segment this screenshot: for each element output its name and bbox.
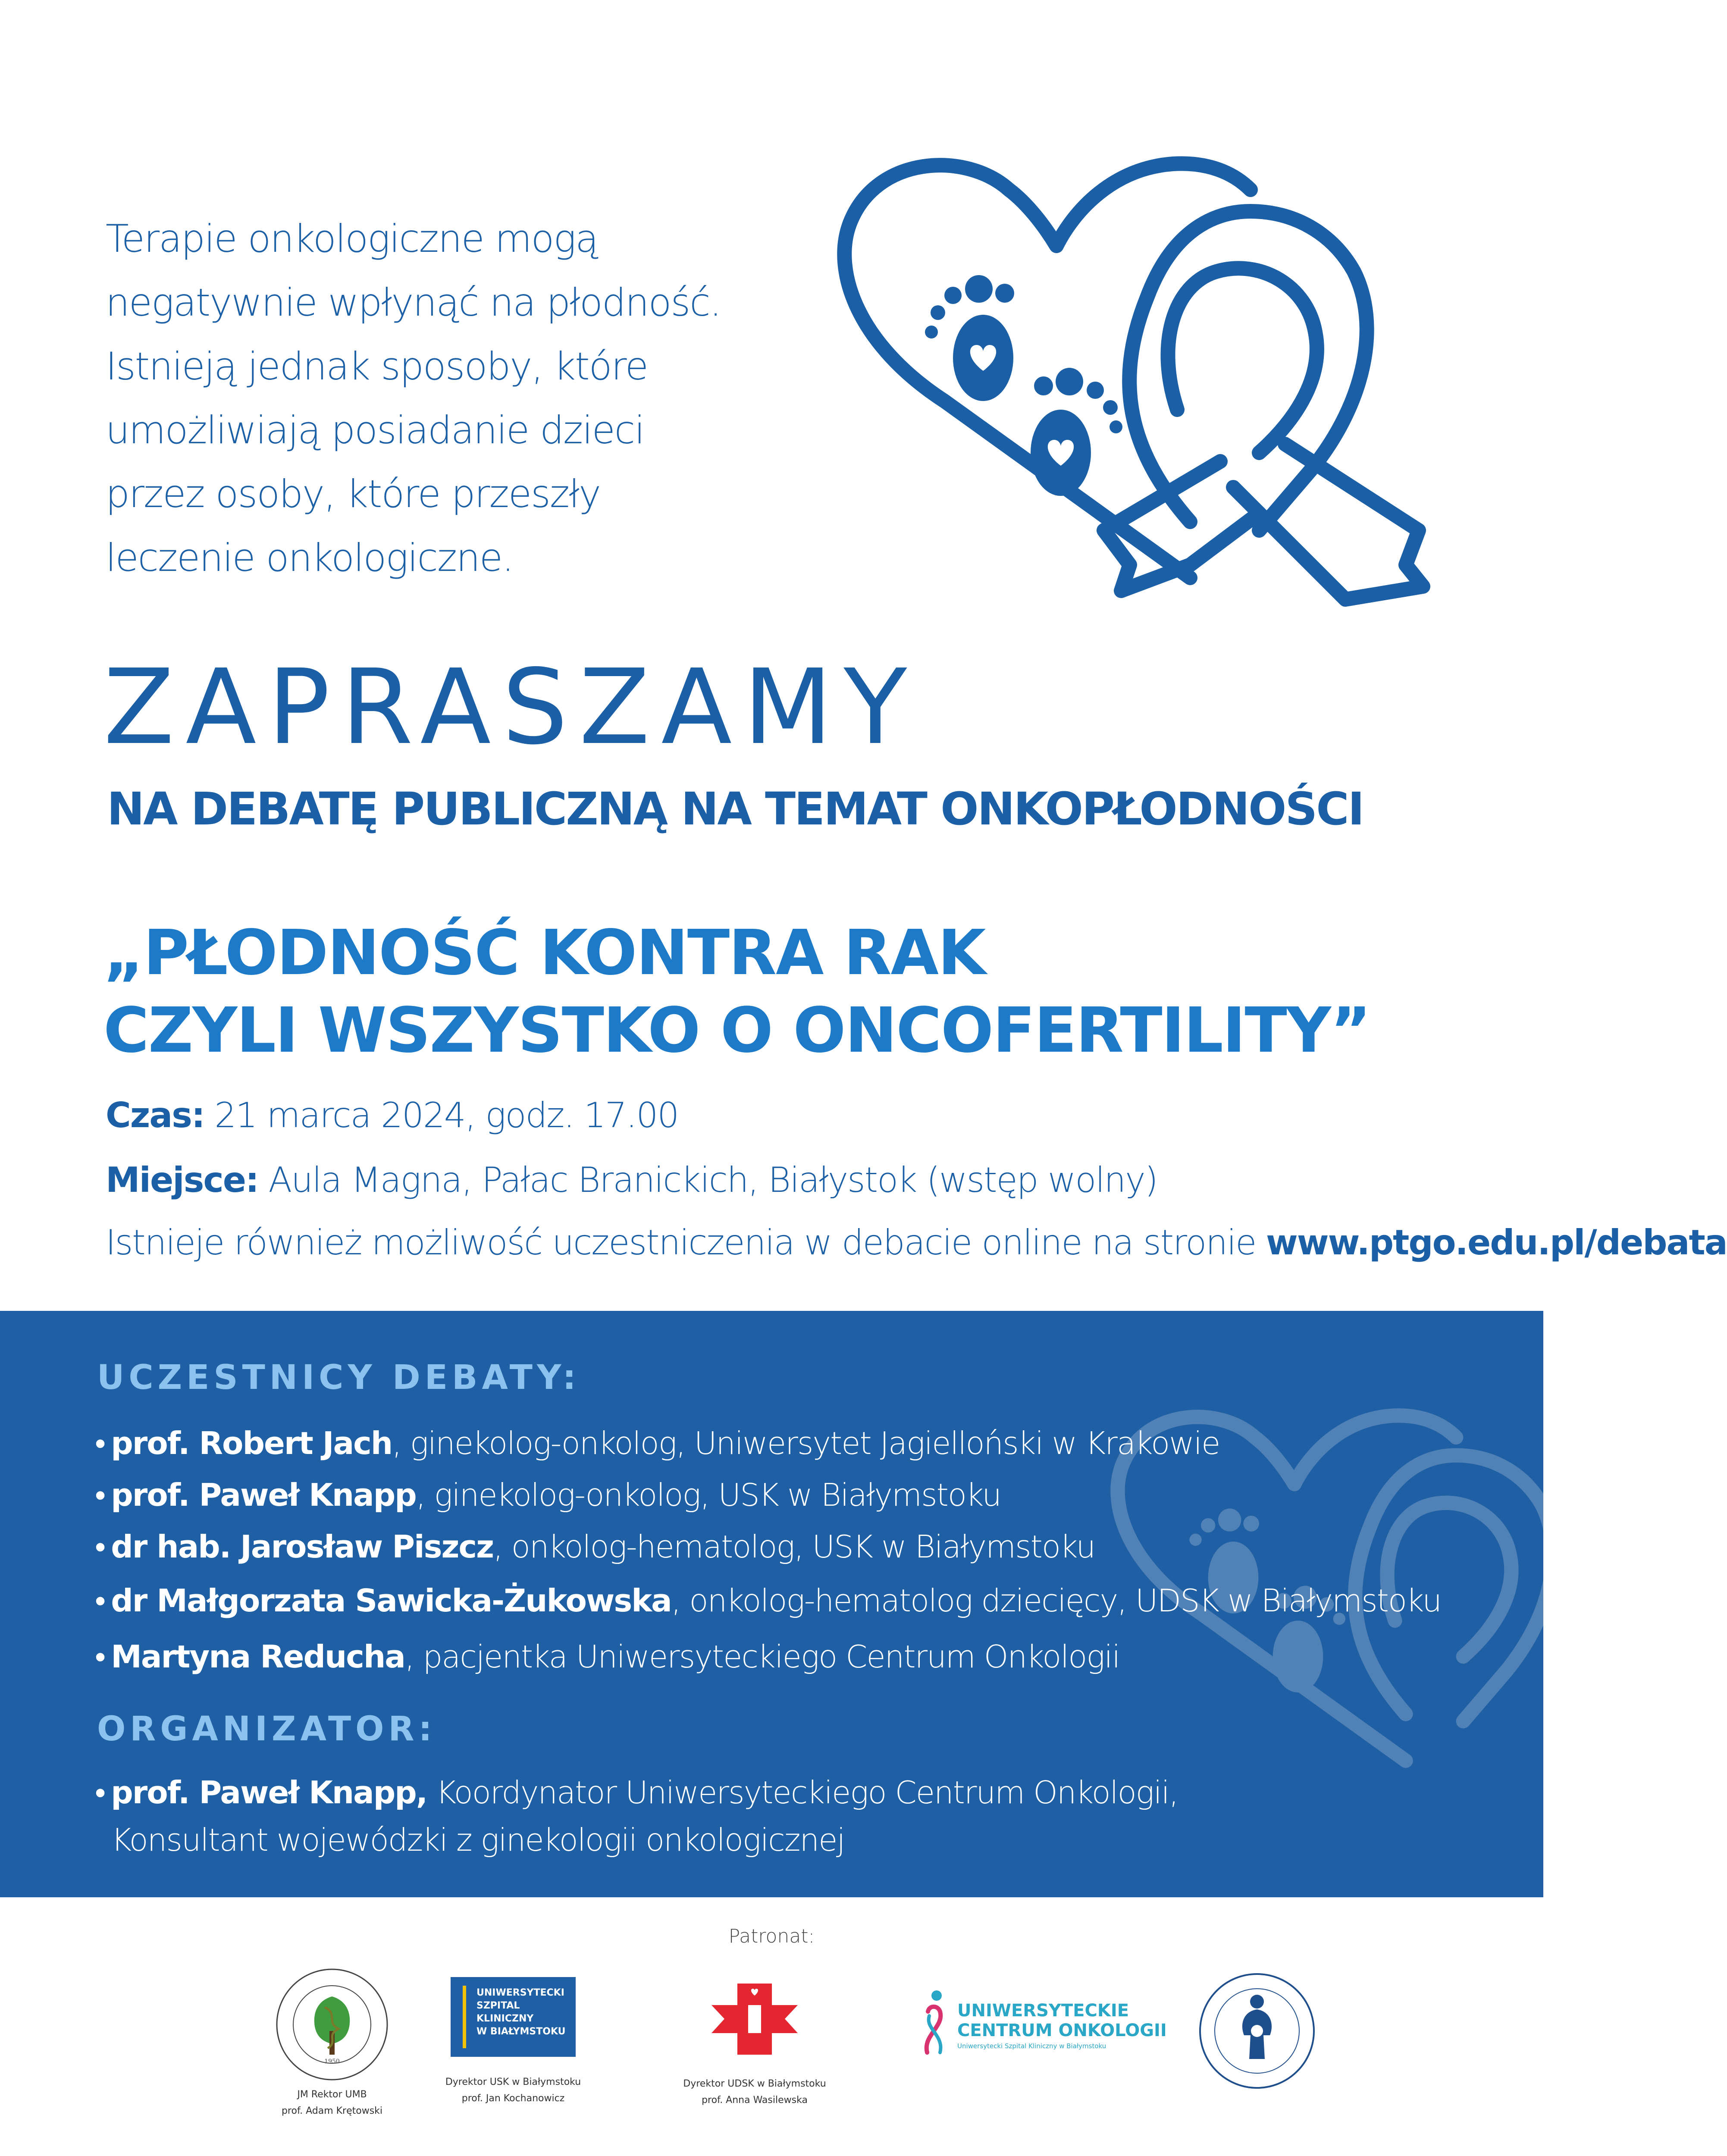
organizer-heading: ORGANIZATOR: xyxy=(97,1710,436,1749)
participant-desc: , onkolog-hematolog, USK w Białymstoku xyxy=(493,1529,1095,1565)
participant-item xyxy=(95,1529,1095,1565)
uco-logo xyxy=(918,1988,1167,2057)
bullet-icon: • xyxy=(95,1774,105,1811)
participant-desc: , onkolog-hematolog dziecięcy, UDSK w Białymstoku xyxy=(671,1583,1441,1619)
organizer-desc: Koordynator Uniwersyteckiego Centrum Onkologii, xyxy=(427,1774,1178,1811)
organizer-desc-line-2: Konsultant wojewódzki z ginekologii onkologicznej xyxy=(111,1822,845,1858)
participant-desc: , ginekolog-onkolog, Uniwersytet Jagielloński w Krakowie xyxy=(392,1425,1220,1461)
participant-desc: , pacjentka Uniwersyteckiego Centrum Onkologii xyxy=(404,1639,1120,1675)
event-title-line-1: „PŁODNOŚĆ KONTRA RAK xyxy=(103,916,985,989)
participants-heading: UCZESTNICY DEBATY: xyxy=(97,1358,580,1397)
place-value: Aula Magna, Pałac Branickich, Białystok (wstęp wolny) xyxy=(268,1160,1157,1200)
patronat-label: Patronat: xyxy=(728,1925,815,1947)
intro-paragraph xyxy=(106,207,752,590)
time-label: Czas: xyxy=(106,1095,204,1135)
participant-item xyxy=(95,1639,1120,1675)
heart-ribbon-icon xyxy=(802,142,1475,642)
udsk-caption-1: Dyrektor UDSK w Białymstoku xyxy=(683,2078,826,2089)
organizer-item xyxy=(95,1774,1178,1811)
place-label: Miejsce: xyxy=(106,1160,258,1200)
intro-line: przez osoby, które przeszły xyxy=(106,472,601,516)
organizer-name: prof. Paweł Knapp, xyxy=(111,1774,427,1811)
usk-caption-1: Dyrektor USK w Białymstoku xyxy=(445,2077,581,2087)
participant-name: dr hab. Jarosław Piszcz xyxy=(111,1529,494,1565)
umb-logo xyxy=(241,1966,423,2117)
intro-line: leczenie onkologiczne. xyxy=(106,536,513,580)
participant-item xyxy=(95,1425,1219,1461)
participant-item xyxy=(95,1477,1001,1513)
event-subtitle: NA DEBATĘ PUBLICZNĄ NA TEMAT ONKOPŁODNOŚCI xyxy=(107,783,1363,835)
uco-subtitle: Uniwersytecki Szpital Kliniczny w Białymstoku xyxy=(957,2042,1106,2050)
umb-caption-1: JM Rektor UMB xyxy=(297,2089,367,2100)
time-row xyxy=(106,1095,678,1135)
participant-name: dr Małgorzata Sawicka-Żukowska xyxy=(111,1583,671,1619)
intro-line: Terapie onkologiczne mogą xyxy=(106,216,598,261)
usk-logo-icon: UNIWERSYTECKI SZPITAL KLINICZNY W BIAŁYMSTOKU xyxy=(451,1977,576,2057)
participant-item xyxy=(95,1583,1441,1619)
uco-logo-icon xyxy=(918,1988,949,2057)
bullet-icon: • xyxy=(95,1529,105,1565)
bullet-icon: • xyxy=(95,1583,105,1619)
online-text: Istnieje również możliwość uczestniczenia w debacie online na stronie xyxy=(106,1222,1256,1263)
bullet-icon: • xyxy=(95,1477,105,1513)
event-title-line-2: CZYLI WSZYSTKO O ONCOFERTILITY” xyxy=(103,994,1370,1066)
umb-seal-icon xyxy=(274,1966,390,2083)
participant-name: prof. Robert Jach xyxy=(111,1425,392,1461)
place-row xyxy=(106,1160,1157,1200)
bullet-icon: • xyxy=(95,1639,105,1675)
ptgo-seal-icon xyxy=(1197,1971,1317,2091)
intro-line: negatywnie wpłynąć na płodność. xyxy=(106,280,721,325)
participant-name: Martyna Reducha xyxy=(111,1639,405,1675)
udsk-logo xyxy=(673,1979,837,2106)
bullet-icon: • xyxy=(95,1425,105,1461)
intro-line: Istnieją jednak sposoby, które xyxy=(106,344,648,389)
participant-desc: , ginekolog-onkolog, USK w Białymstoku xyxy=(416,1477,1001,1513)
udsk-cross-icon xyxy=(707,1979,802,2059)
uco-title-2: CENTRUM ONKOLOGII xyxy=(957,2021,1167,2040)
svg-text:1950: 1950 xyxy=(324,2058,340,2065)
participants-band xyxy=(0,1311,1543,1897)
online-link[interactable]: www.ptgo.edu.pl/debata xyxy=(1266,1222,1727,1263)
uco-title-1: UNIWERSYTECKIE xyxy=(957,2001,1129,2021)
umb-caption-2: prof. Adam Krętowski xyxy=(281,2106,383,2116)
online-row xyxy=(106,1222,1727,1263)
usk-logo xyxy=(436,1977,591,2105)
time-value: 21 marca 2024, godz. 17.00 xyxy=(214,1095,679,1135)
usk-caption-2: prof. Jan Kochanowicz xyxy=(461,2093,565,2104)
participant-name: prof. Paweł Knapp xyxy=(111,1477,416,1513)
intro-line: umożliwiają posiadanie dzieci xyxy=(106,408,644,452)
udsk-caption-2: prof. Anna Wasilewska xyxy=(702,2095,808,2106)
ptgo-logo xyxy=(1197,1971,1317,2091)
headline: ZAPRASZAMY xyxy=(103,647,918,768)
